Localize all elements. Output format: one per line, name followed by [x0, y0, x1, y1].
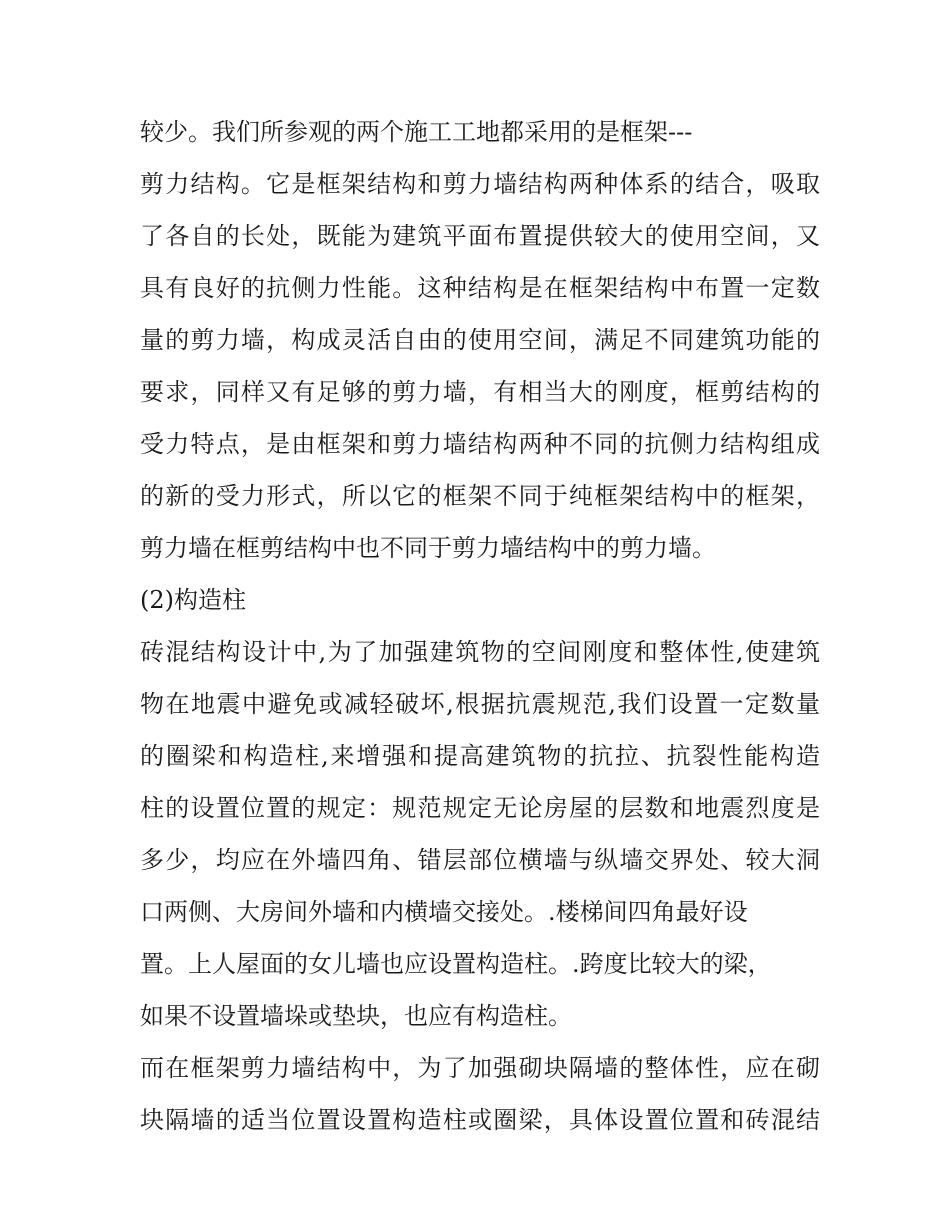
text-line: 如果不设置墙垛或垫块，也应有构造柱。 [140, 1002, 572, 1030]
text-line: 较少。我们所参观的两个施工工地都采用的是框架--- [140, 118, 693, 146]
text-line: 剪力结构。它是框架结构和剪力墙结构两种体系的结合，吸取 [140, 170, 820, 198]
section-heading: (2)构造柱 [140, 586, 246, 614]
text-line: 柱的设置位置的规定：规范规定无论房屋的层数和地震烈度是 [140, 794, 820, 822]
text-line: 块隔墙的适当位置设置构造柱或圈梁，具体设置位置和砖混结 [140, 1106, 820, 1134]
text-line: 的圈梁和构造柱,来增强和提高建筑物的抗拉、抗裂性能构造 [140, 742, 820, 770]
text-line: 要求，同样又有足够的剪力墙，有相当大的刚度，框剪结构的 [140, 378, 820, 406]
text-line: 多少，均应在外墙四角、错层部位横墙与纵墙交界处、较大洞 [140, 846, 820, 874]
text-line: 置。上人屋面的女儿墙也应设置构造柱。.跨度比较大的梁， [140, 950, 772, 978]
text-line: 剪力墙在框剪结构中也不同于剪力墙结构中的剪力墙。 [140, 534, 716, 562]
text-line: 了各自的长处，既能为建筑平面布置提供较大的使用空间，又 [140, 222, 820, 250]
document-body [140, 106, 820, 1146]
text-line: 具有良好的抗侧力性能。这种结构是在框架结构中布置一定数 [140, 274, 820, 302]
text-line: 口两侧、大房间外墙和内横墙交接处。.楼梯间四角最好设 [140, 898, 748, 926]
text-line: 而在框架剪力墙结构中，为了加强砌块隔墙的整体性，应在砌 [140, 1054, 820, 1082]
text-line: 受力特点，是由框架和剪力墙结构两种不同的抗侧力结构组成 [140, 430, 820, 458]
text-line: 的新的受力形式，所以它的框架不同于纯框架结构中的框架， [140, 482, 820, 510]
text-line: 量的剪力墙，构成灵活自由的使用空间，满足不同建筑功能的 [140, 326, 820, 354]
text-line: 物在地震中避免或减轻破坏,根据抗震规范,我们设置一定数量 [140, 690, 820, 718]
text-line: 砖混结构设计中,为了加强建筑物的空间刚度和整体性,使建筑 [140, 638, 820, 666]
